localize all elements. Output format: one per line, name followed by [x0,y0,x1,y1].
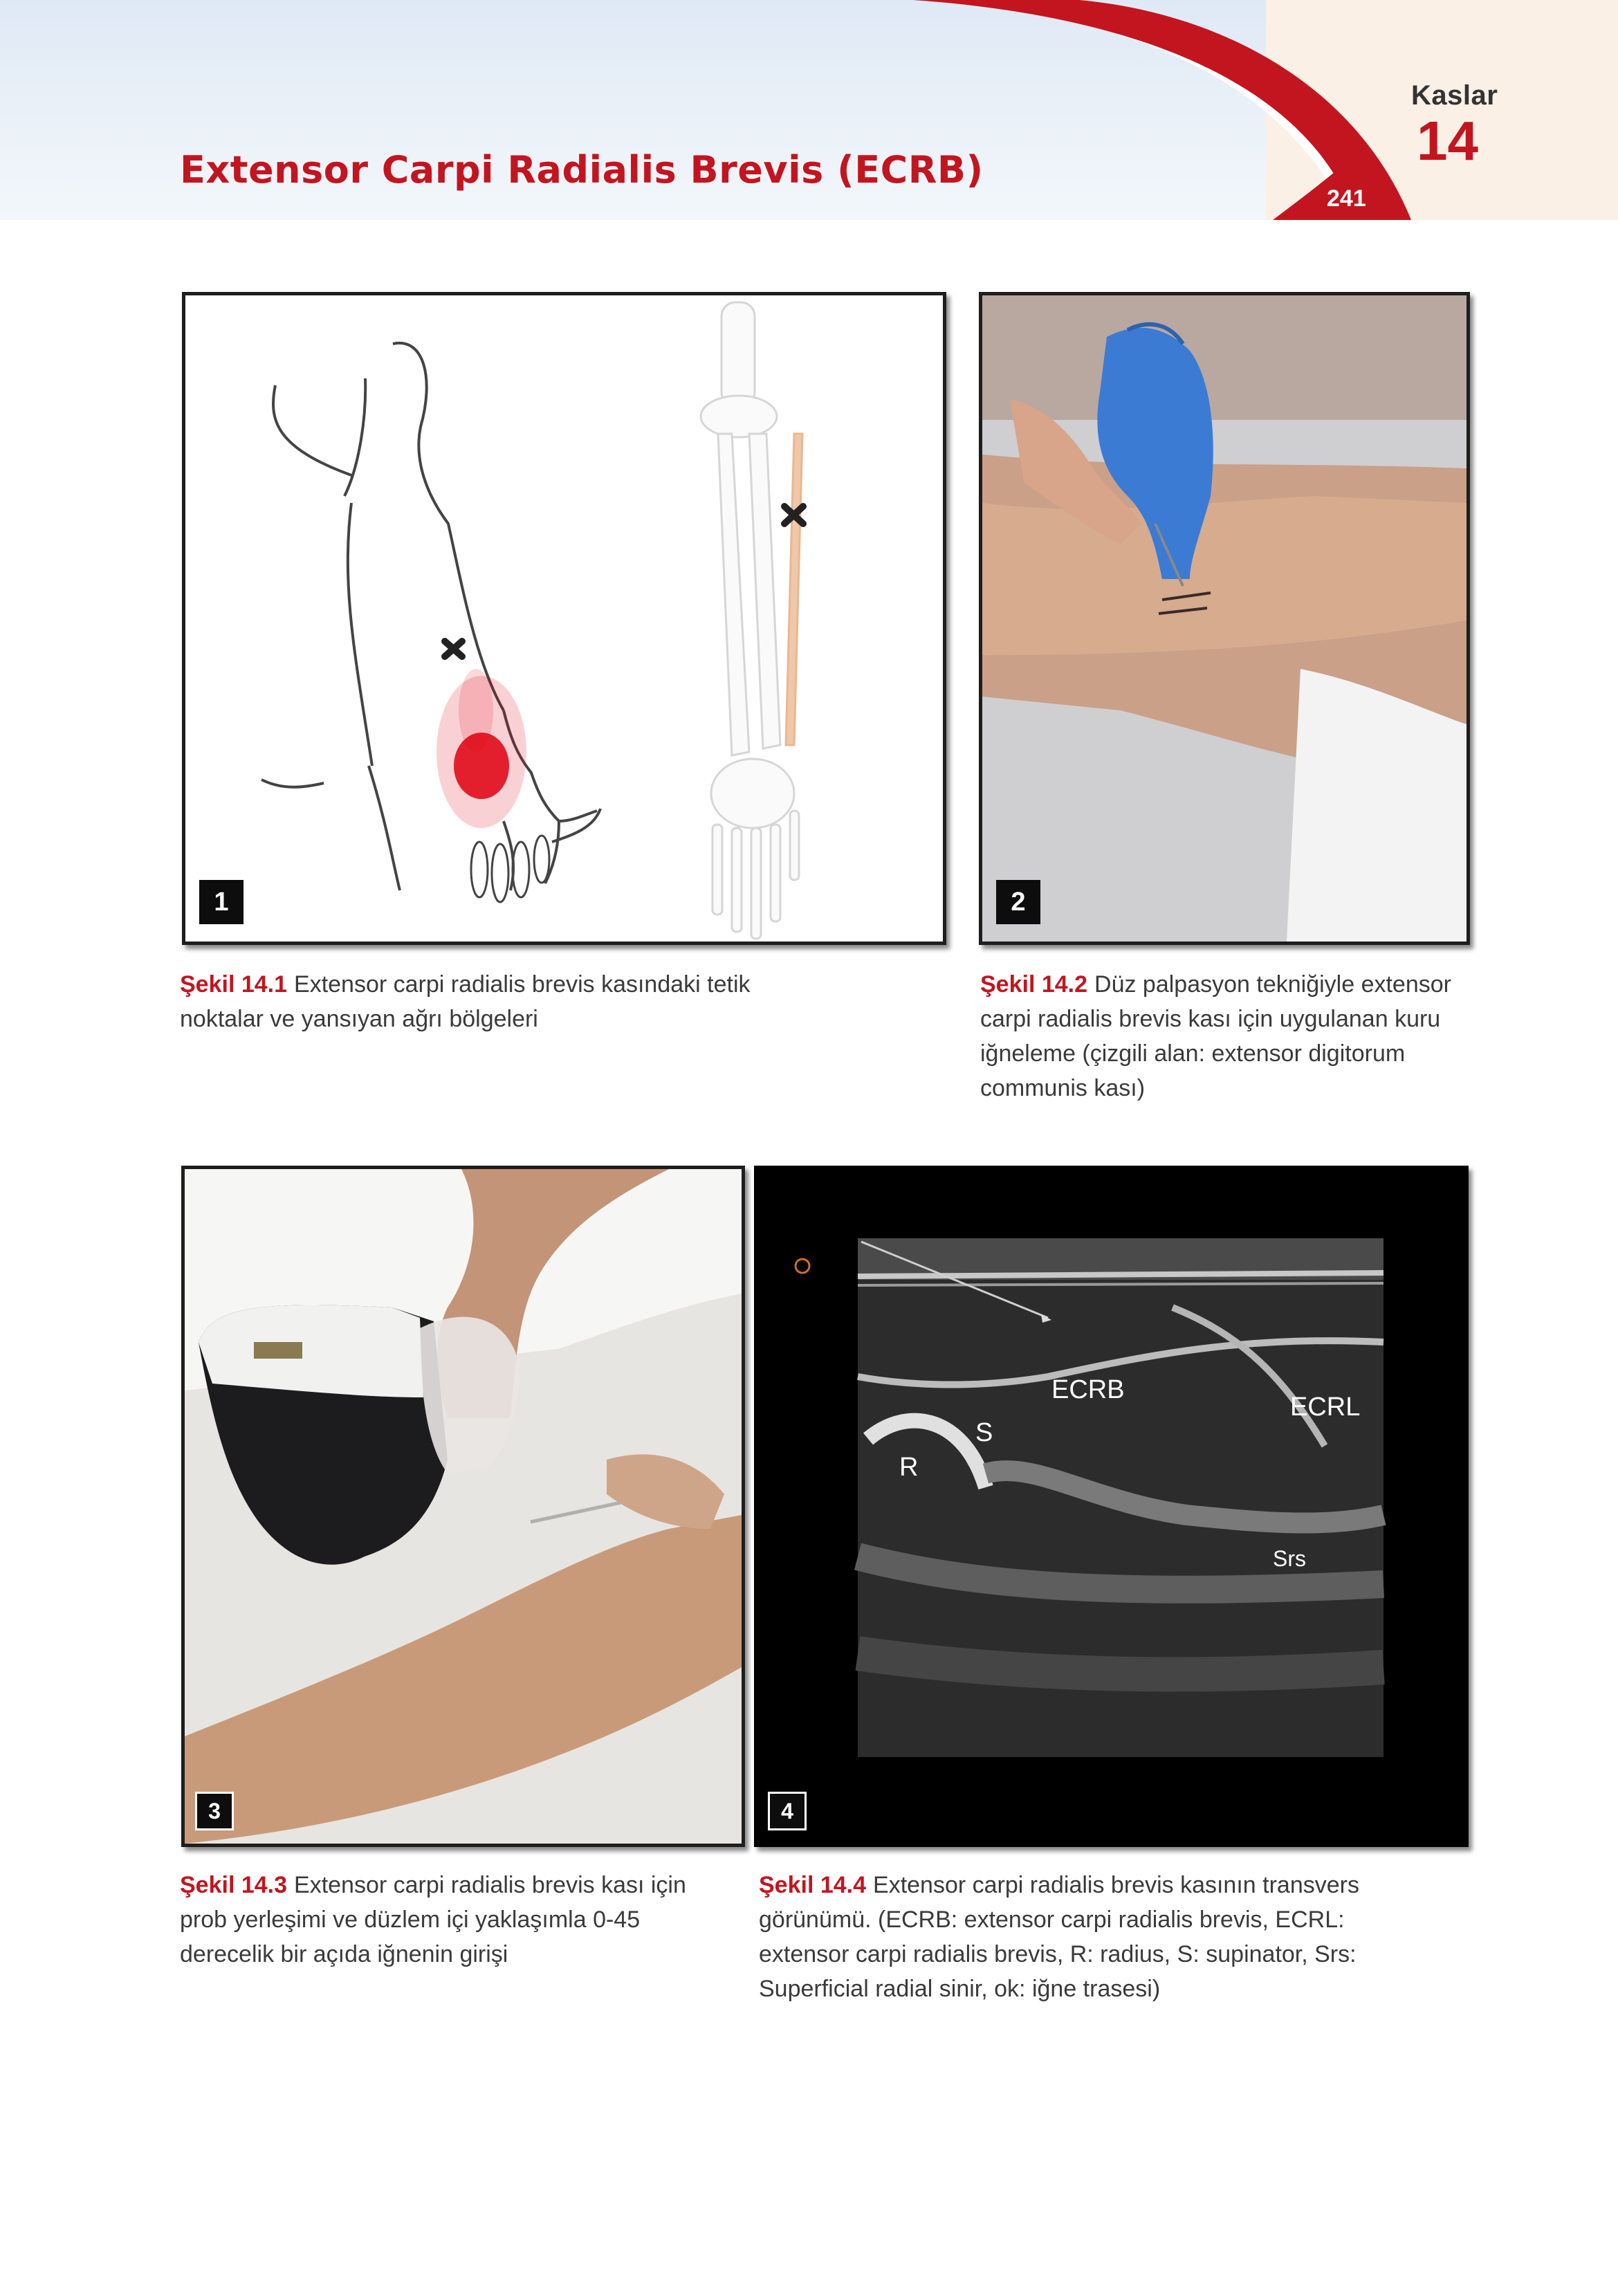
caption-figure-4 [759,1868,1395,2006]
ultrasound-image [757,1169,1465,1844]
trigger-point-x-icon [445,641,462,656]
arm-trigger-point-illustration [185,295,943,942]
caption-number: Şekil 14.2 [980,971,1088,998]
section-label: Kaslar [1411,80,1498,111]
ultrasound-probe-photo [185,1169,742,1844]
chapter-number: 14 [1417,110,1478,172]
caption-figure-2 [980,967,1464,1105]
caption-figure-3 [180,1868,733,1972]
figure-tag: 2 [996,880,1040,924]
figure-tag: 4 [768,1792,807,1830]
label-srs: Srs [1273,1546,1306,1571]
page-title: Extensor Carpi Radialis Brevis (ECRB) [180,148,984,192]
caption-text: Extensor carpi radialis brevis kası için prob yerleşimi ve düzlem içi yaklaşımla 0-45 derecelik bir açıda iğnenin girişi [180,1872,686,1967]
dry-needling-photo [982,295,1467,942]
figure-1 [182,292,946,945]
figure-3 [181,1166,745,1847]
label-s: S [975,1418,993,1447]
label-ecrb: ECRB [1051,1375,1125,1404]
figure-tag: 1 [199,880,243,924]
label-r: R [899,1453,919,1482]
figure-4 [754,1166,1469,1847]
caption-text: Düz palpasyon tekniğiyle extensor carpi radialis brevis kası için uygulanan kuru iğneleme (çizgili alan: extensor digitorum communis kası) [980,971,1451,1101]
figure-2 [979,292,1470,945]
caption-number: Şekil 14.1 [180,971,288,998]
caption-number: Şekil 14.3 [180,1872,288,1898]
caption-text: Extensor carpi radialis brevis kasındaki tetik noktalar ve yansıyan ağrı bölgeleri [180,971,751,1032]
page-number: 241 [1327,185,1366,212]
caption-text: Extensor carpi radialis brevis kasının transvers görünümü. (ECRB: extensor carpi radialis brevis, ECRL: extensor carpi radialis brevis, R: radius, S: supinator, Srs: Superficial radial sinir, ok: iğne trasesi) [759,1872,1359,2002]
skeleton-arm [701,302,802,939]
label-ecrl: ECRL [1290,1393,1361,1422]
caption-number: Şekil 14.4 [759,1872,867,1898]
figure-tag: 3 [195,1792,234,1830]
caption-figure-1 [180,967,775,1036]
